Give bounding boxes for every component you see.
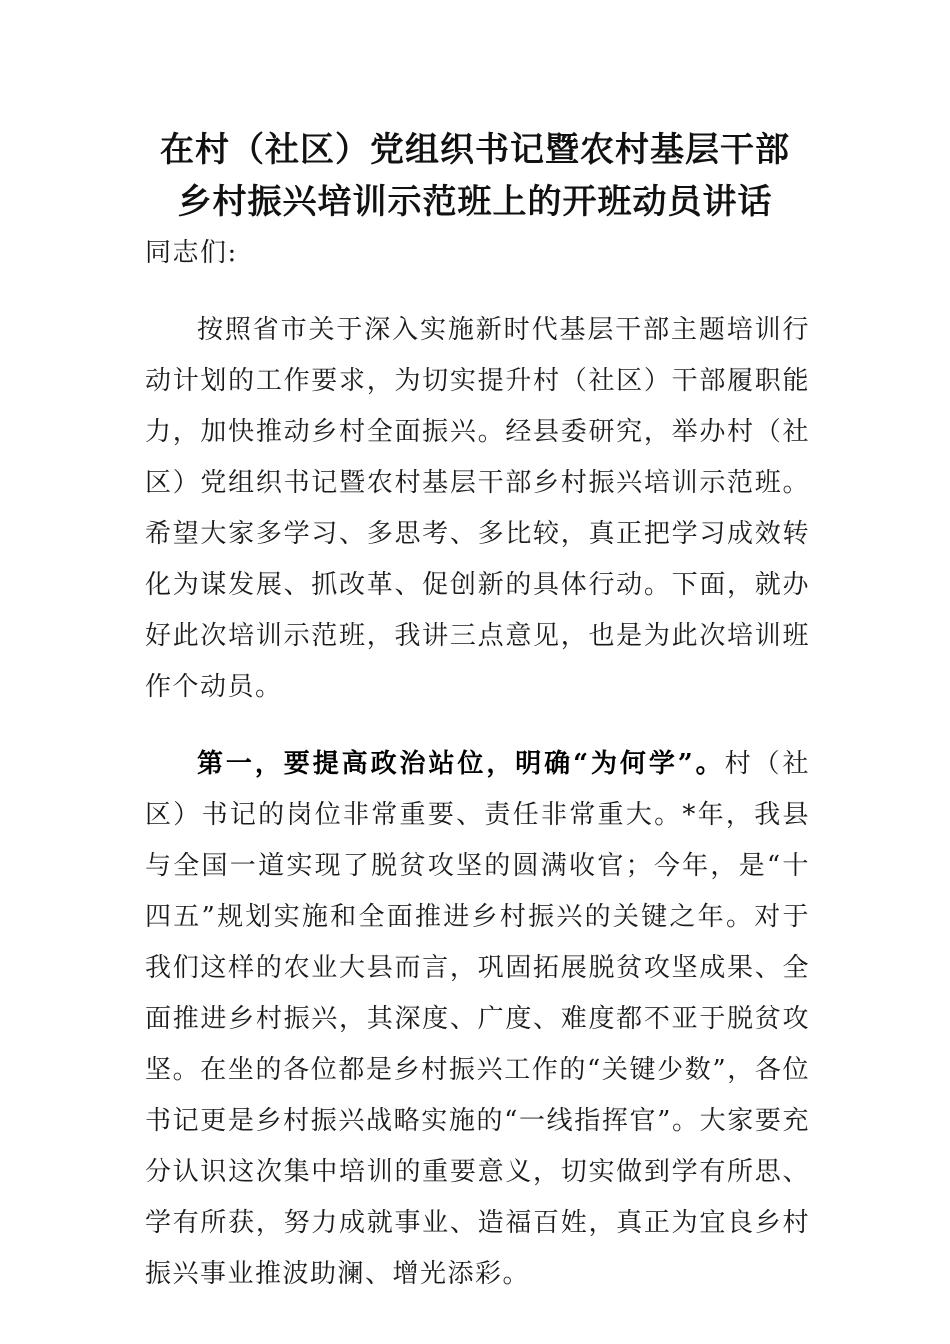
paragraph-2-body: 村（社区）书记的岗位非常重要、责任非常重大。*年，我县与全国一道实现了脱贫攻坚的圆满收官；今年，是“十四五”规划实施和全面推进乡村振兴的关键之年。对于我们这样的农业大县而言，巩固拓展脱贫攻坚成果、全面推进乡村振兴，其深度、广度、难度都不亚于脱贫攻坚。在坐的各位都是乡村振兴工作的“关键少数”，各位书记更是乡村振兴战略实施的“一线指挥官”。大家要充分认识这次集中培训的重要意义，切实做到学有所思、学有所获，努力成就事业、造福百姓，真正为宜良乡村振兴事业推波助澜、增光添彩。 bbox=[145, 749, 810, 1289]
paragraph-2 bbox=[145, 739, 810, 1300]
salutation: 同志们: bbox=[145, 238, 238, 268]
document-body bbox=[145, 228, 810, 1300]
document-title bbox=[110, 124, 840, 228]
title-line-2: 乡村振兴培训示范班上的开班动员讲话 bbox=[177, 182, 773, 222]
title-line-1: 在村（社区）党组织书记暨农村基层干部 bbox=[160, 130, 790, 170]
paragraph-1: 按照省市关于深入实施新时代基层干部主题培训行动计划的工作要求，为切实提升村（社区）干部履职能力，加快推动乡村全面振兴。经县委研究，举办村（社区）党组织书记暨农村基层干部乡村振兴培训示范班。希望大家多学习、多思考、多比较，真正把学习成效转化为谋发展、抓改革、促创新的具体行动。下面，就办好此次培训示范班，我讲三点意见，也是为此次培训班作个动员。 bbox=[145, 315, 810, 702]
paragraph-2-heading: 第一，要提高政治站位，明确“为何学”。 bbox=[197, 749, 725, 779]
